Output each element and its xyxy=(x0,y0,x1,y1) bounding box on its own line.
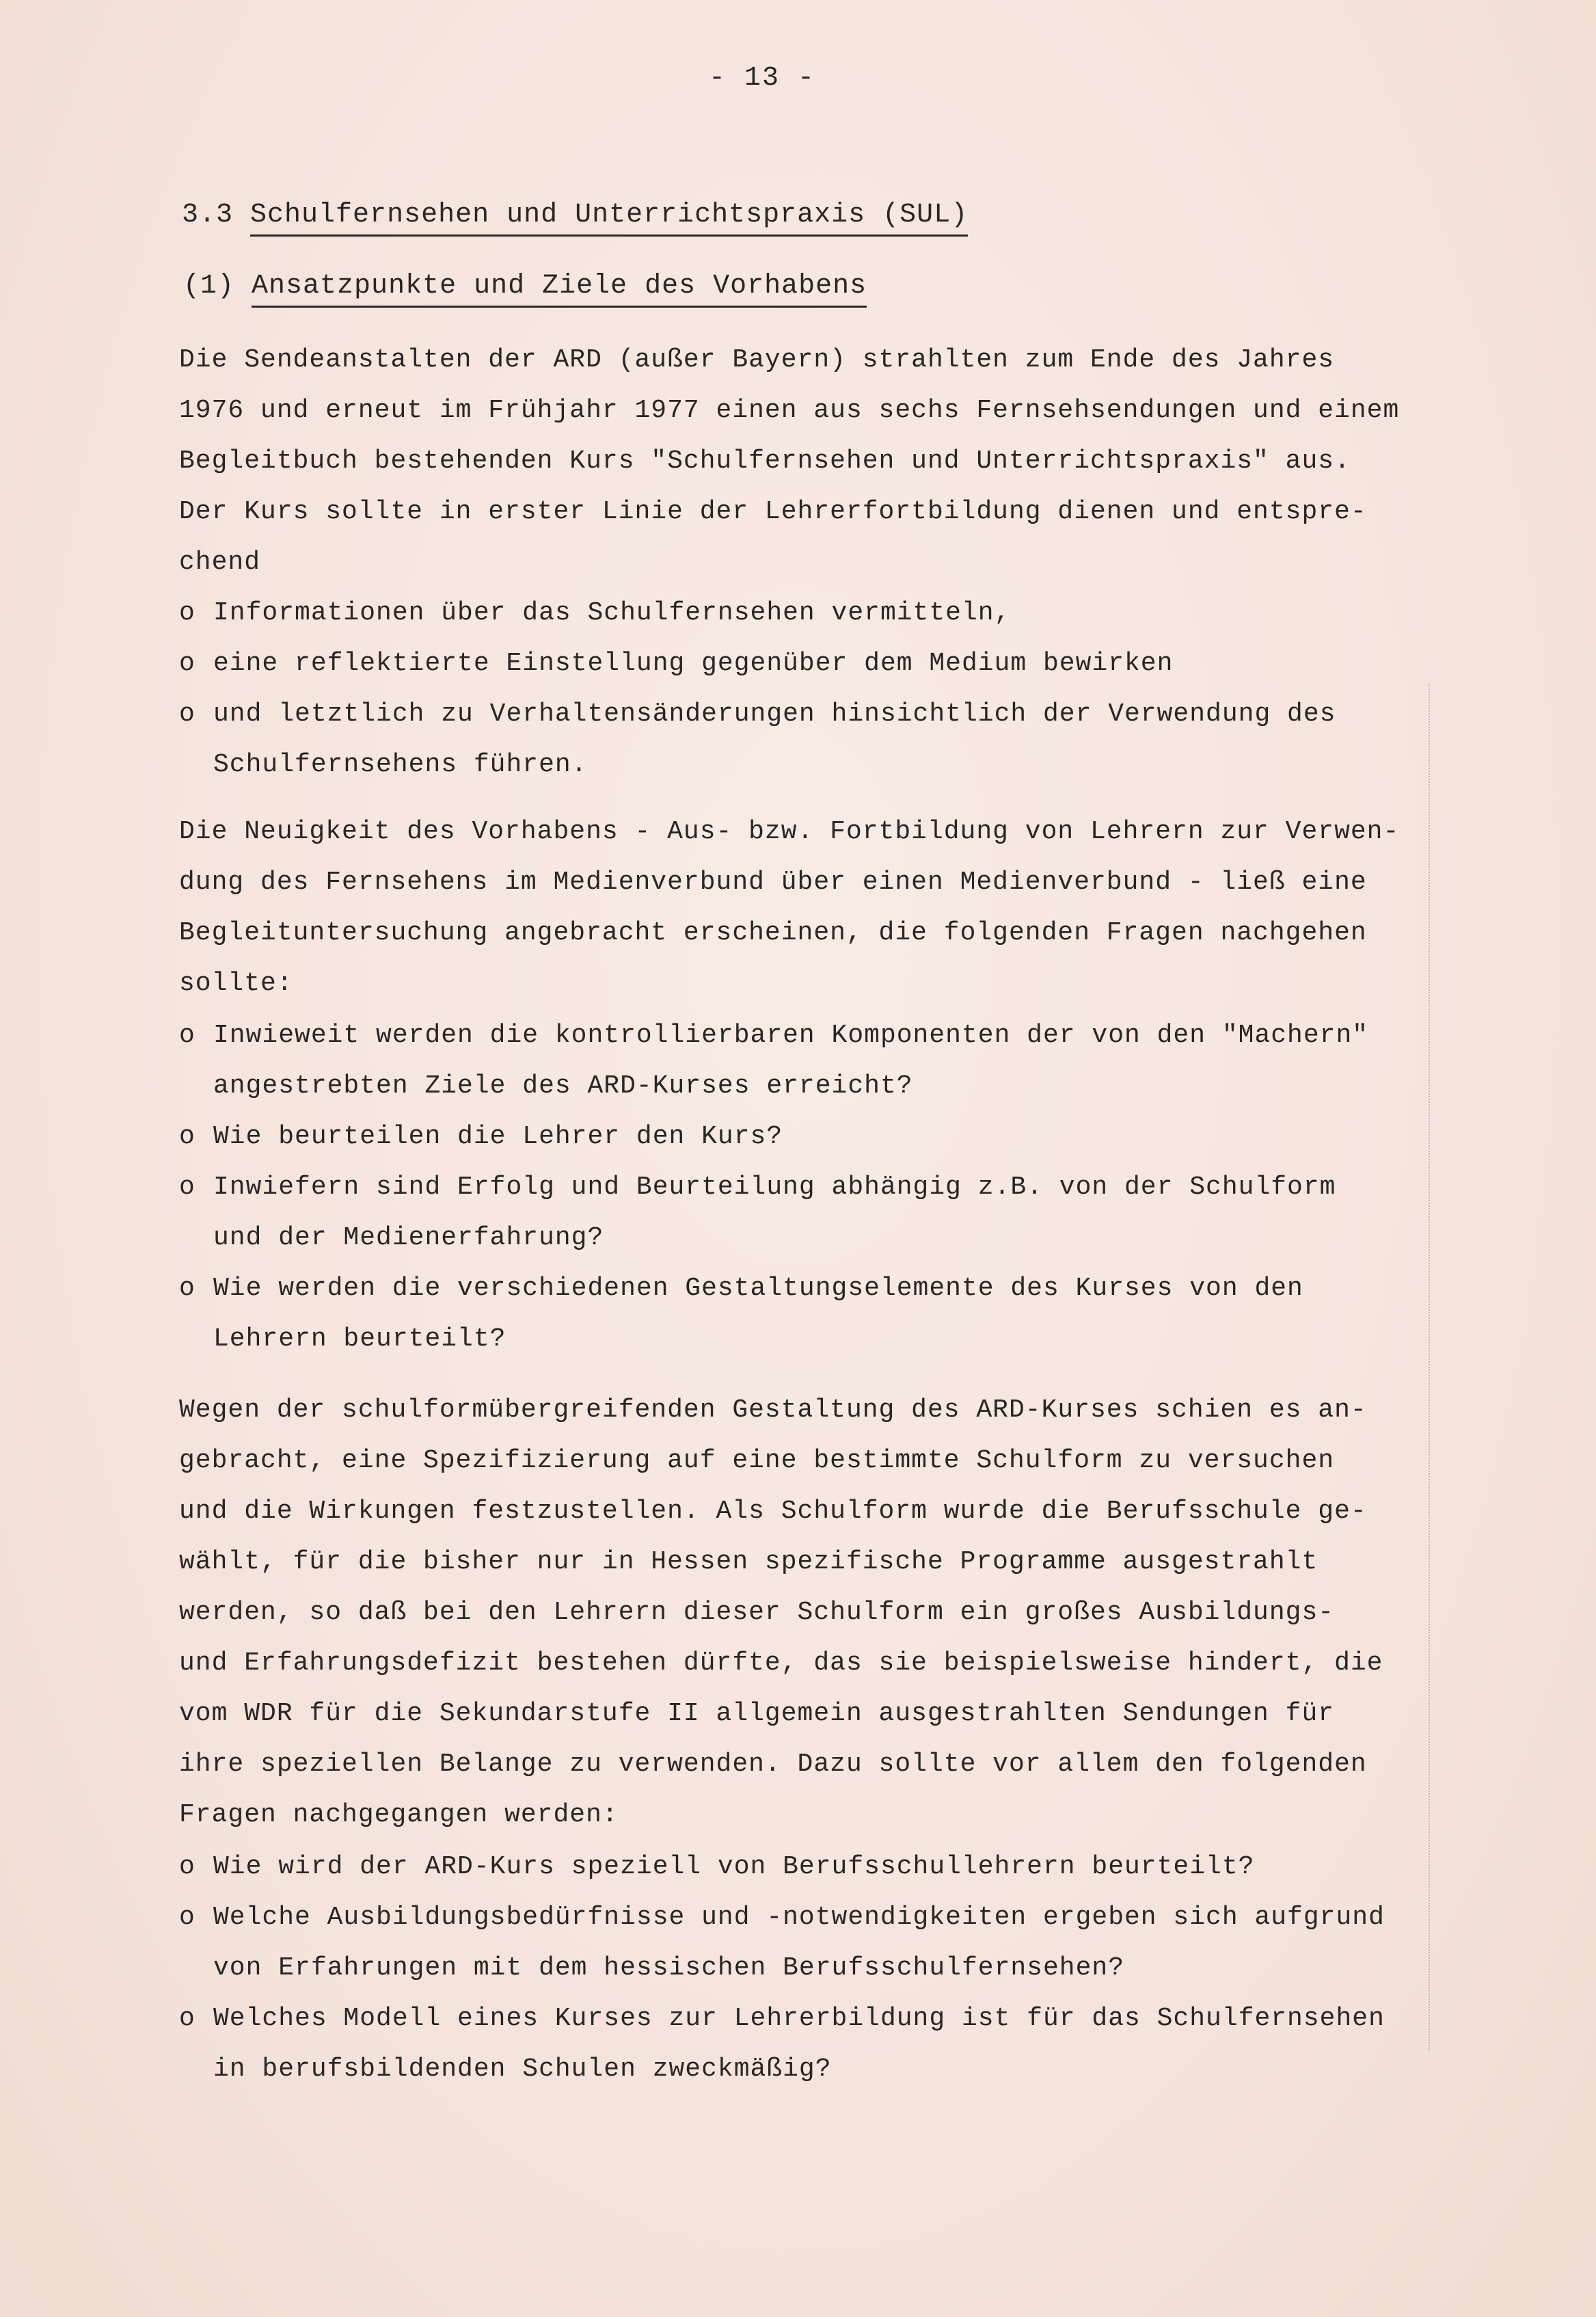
list-item-continuation: Lehrern beurteilt? xyxy=(213,1324,506,1354)
list-item: o Wie werden die verschiedenen Gestaltungselemente des Kurses von den xyxy=(179,1263,1464,1314)
paragraph-line: Wegen der schulformübergreifenden Gestaltung des ARD-Kurses schien es an- xyxy=(179,1395,1367,1425)
bullet-mark: o xyxy=(179,598,195,628)
paragraph-line: chend xyxy=(179,548,261,577)
paragraph-2 xyxy=(179,807,1464,1009)
list-item: o Wie beurteilen die Lehrer den Kurs? xyxy=(179,1112,1464,1162)
paragraph-1 xyxy=(179,335,1464,588)
bullet-mark: o xyxy=(179,1173,195,1202)
paragraph-line: Fragen nachgegangen werden: xyxy=(179,1800,619,1830)
list-item-continuation: von Erfahrungen mit dem hessischen Berufsschulfernsehen? xyxy=(213,1953,1125,1983)
bullet-mark: o xyxy=(179,699,195,729)
list-item: o Inwieweit werden die kontrollierbaren Komponenten der von den "Machern" xyxy=(179,1010,1464,1061)
list-1 xyxy=(179,588,1464,790)
list-item: o Inwiefern sind Erfolg und Beurteilung abhängig z.B. von der Schulform xyxy=(179,1162,1464,1213)
section-heading xyxy=(182,200,968,230)
subheading xyxy=(183,271,867,302)
bullet-mark: o xyxy=(179,1274,195,1303)
paragraph-line: 1976 und erneut im Frühjahr 1977 einen aus sechs Fernsehsendungen und einem xyxy=(179,396,1400,425)
paragraph-line: Die Neuigkeit des Vorhabens - Aus- bzw. Fortbildung von Lehrern zur Verwen- xyxy=(179,817,1400,846)
paragraph-line: gebracht, eine Spezifizierung auf eine bestimmte Schulform zu versuchen xyxy=(179,1446,1335,1475)
paragraph-line: und die Wirkungen festzustellen. Als Schulform wurde die Berufsschule ge- xyxy=(179,1497,1367,1526)
list-item-continuation: angestrebten Ziele des ARD-Kurses erreicht? xyxy=(213,1071,913,1101)
paragraph-line: dung des Fernsehens im Medienverbund über einen Medienverbund - ließ eine xyxy=(179,868,1367,897)
list-item-continuation: in berufsbildenden Schulen zweckmäßig? xyxy=(213,2054,832,2084)
list-item-continuation: Schulfernsehens führen. xyxy=(213,750,588,779)
paragraph-3 xyxy=(179,1385,1464,1840)
bullet-mark: o xyxy=(179,1852,195,1881)
page-number: - 13 - xyxy=(708,63,816,94)
subheading-title: Ansatzpunkte und Ziele des Vorhabens xyxy=(252,271,867,308)
bullet-mark: o xyxy=(179,1021,195,1050)
section-number: 3.3 xyxy=(182,200,234,230)
paragraph-line: vom WDR für die Sekundarstufe II allgemein ausgestrahlten Sendungen für xyxy=(179,1699,1335,1728)
list-item: o Welche Ausbildungsbedürfnisse und -notwendigkeiten ergeben sich aufgrund xyxy=(179,1892,1464,1943)
list-item: o Wie wird der ARD-Kurs speziell von Berufsschullehrern beurteilt? xyxy=(179,1842,1464,1892)
paragraph-line: Begleituntersuchung angebracht erscheinen, die folgenden Fragen nachgehen xyxy=(179,918,1367,948)
bullet-mark: o xyxy=(179,2004,195,2033)
paragraph-line: sollte: xyxy=(179,969,293,998)
paragraph-line: Begleitbuch bestehenden Kurs "Schulfernsehen und Unterrichtspraxis" aus. xyxy=(179,446,1351,476)
section-title: Schulfernsehen und Unterrichtspraxis (SUL) xyxy=(250,200,968,237)
bullet-mark: o xyxy=(179,1122,195,1151)
list-item: o Informationen über das Schulfernsehen vermitteln, xyxy=(179,588,1464,639)
bullet-mark: o xyxy=(179,1903,195,1932)
list-item: o eine reflektierte Einstellung gegenüber dem Medium bewirken xyxy=(179,639,1464,689)
list-item: o und letztlich zu Verhaltensänderungen hinsichtlich der Verwendung des xyxy=(179,689,1464,740)
show-through-margin xyxy=(1429,684,1430,2051)
bullet-mark: o xyxy=(179,649,195,678)
paragraph-line: werden, so daß bei den Lehrern dieser Schulform ein großes Ausbildungs- xyxy=(179,1598,1335,1627)
paragraph-line: wählt, für die bisher nur in Hessen spezifische Programme ausgestrahlt xyxy=(179,1547,1318,1577)
list-item: o Welches Modell eines Kurses zur Lehrerbildung ist für das Schulfernsehen xyxy=(179,1994,1464,2044)
list-item-continuation: und der Medienerfahrung? xyxy=(213,1223,604,1253)
paragraph-line: und Erfahrungsdefizit bestehen dürfte, das sie beispielsweise hindert, die xyxy=(179,1648,1383,1678)
list-2 xyxy=(179,1010,1464,1365)
paragraph-line: ihre speziellen Belange zu verwenden. Dazu sollte vor allem den folgenden xyxy=(179,1750,1367,1779)
paragraph-line: Der Kurs sollte in erster Linie der Lehrerfortbildung dienen und entspre- xyxy=(179,497,1367,526)
list-3 xyxy=(179,1842,1464,2095)
subheading-number: (1) xyxy=(183,271,235,302)
paragraph-line: Die Sendeanstalten der ARD (außer Bayern) strahlten zum Ende des Jahres xyxy=(179,345,1335,375)
